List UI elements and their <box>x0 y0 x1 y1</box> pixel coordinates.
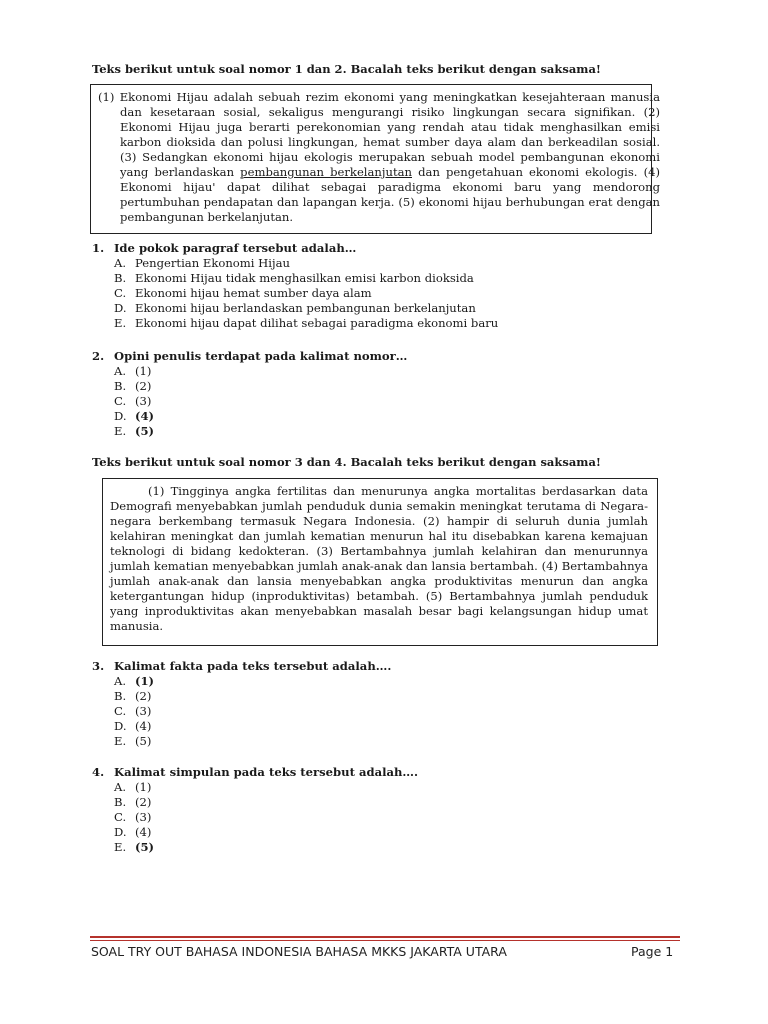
option-letter: D. <box>114 301 127 315</box>
option-text: (5) <box>135 424 155 438</box>
option-letter: E. <box>114 316 127 330</box>
option-letter: D. <box>114 825 127 839</box>
option-text: (4) <box>135 719 152 733</box>
question-3-option-c[interactable] <box>114 704 391 719</box>
question-1-text: Ide pokok paragraf tersebut adalah… <box>114 241 357 255</box>
option-letter: B. <box>114 379 127 393</box>
option-letter: C. <box>114 286 127 300</box>
option-text: (3) <box>135 810 152 824</box>
question-2-option-d[interactable] <box>114 409 407 424</box>
option-letter: D. <box>114 409 127 423</box>
question-4 <box>92 765 418 855</box>
option-letter: B. <box>114 795 127 809</box>
question-3-option-a[interactable] <box>114 674 391 689</box>
question-2-option-e[interactable] <box>114 424 407 439</box>
option-text: (4) <box>135 409 155 423</box>
question-3-number: 3. <box>92 659 105 673</box>
passage-2-text: (1) Tingginya angka fertilitas dan menurunya angka mortalitas berdasarkan data Demografi menyebabkan jumlah penduduk dunia semakin meningkat terutama di Negara-negara berkembang termasuk Negara Indonesia. (2) hampir di seluruh dunia jumlah kelahiran meningkat dan jumlah kematian menurun hal itu disebabkan karena kemajuan teknologi di bidang kedokteran. (3) Bertambahnya jumlah kelahiran dan menurunnya jumlah kematian menyebabkan jumlah anak-anak dan lansia bertambah. (4) Bertambahnya jumlah anak-anak dan lansia menyebabkan angka produktivitas menurun dan angka ketergantungan hidup (inproduktivitas) betambah. (5) Bertambahnya jumlah penduduk yang inproduktivitas akan menyebabkan masalah besar bagi kelangsungan hidup umat manusia. <box>110 484 648 633</box>
footer-rule-thick <box>90 936 680 938</box>
question-2 <box>92 349 407 439</box>
option-text: (1) <box>135 674 155 688</box>
option-text: Pengertian Ekonomi Hijau <box>135 256 290 270</box>
question-3-text: Kalimat fakta pada teks tersebut adalah…. <box>114 659 392 673</box>
question-1 <box>92 241 498 331</box>
option-text: (3) <box>135 394 152 408</box>
option-letter: E. <box>114 424 127 438</box>
option-letter: A. <box>114 364 127 378</box>
section-1-heading: Teks berikut untuk soal nomor 1 dan 2. Bacalah teks berikut dengan saksama! <box>92 62 601 76</box>
option-letter: A. <box>114 674 127 688</box>
option-letter: C. <box>114 394 127 408</box>
option-text: (5) <box>135 734 152 748</box>
question-3-option-b[interactable] <box>114 689 391 704</box>
question-4-option-b[interactable] <box>114 795 418 810</box>
option-letter: A. <box>114 256 127 270</box>
option-letter: E. <box>114 840 127 854</box>
option-text: Ekonomi Hijau tidak menghasilkan emisi karbon dioksida <box>135 271 474 285</box>
question-2-option-c[interactable] <box>114 394 407 409</box>
passage-1-text <box>98 90 660 225</box>
footer-page-number: Page 1 <box>631 944 674 959</box>
option-text: (5) <box>135 840 155 854</box>
question-2-text: Opini penulis terdapat pada kalimat nomor… <box>114 349 408 363</box>
option-letter: A. <box>114 780 127 794</box>
question-3-option-d[interactable] <box>114 719 391 734</box>
question-3-option-e[interactable] <box>114 734 391 749</box>
question-1-number: 1. <box>92 241 105 255</box>
question-2-number: 2. <box>92 349 105 363</box>
option-letter: B. <box>114 271 127 285</box>
option-letter: C. <box>114 704 127 718</box>
question-2-option-a[interactable] <box>114 364 407 379</box>
question-1-option-e[interactable] <box>114 316 498 331</box>
option-text: (1) <box>135 780 152 794</box>
option-text: Ekonomi hijau berlandaskan pembangunan berkelanjutan <box>135 301 476 315</box>
question-3 <box>92 659 391 749</box>
section-2-heading: Teks berikut untuk soal nomor 3 dan 4. Bacalah teks berikut dengan saksama! <box>92 455 601 469</box>
option-letter: B. <box>114 689 127 703</box>
question-4-option-d[interactable] <box>114 825 418 840</box>
option-text: Ekonomi hijau hemat sumber daya alam <box>135 286 372 300</box>
question-1-option-b[interactable] <box>114 271 498 286</box>
option-text: (3) <box>135 704 152 718</box>
option-text: (2) <box>135 379 152 393</box>
question-4-number: 4. <box>92 765 105 779</box>
option-letter: D. <box>114 719 127 733</box>
question-4-option-c[interactable] <box>114 810 418 825</box>
option-text: (2) <box>135 795 152 809</box>
footer-rule-thin <box>90 940 680 941</box>
question-4-text: Kalimat simpulan pada teks tersebut adalah…. <box>114 765 419 779</box>
option-letter: E. <box>114 734 127 748</box>
question-1-option-a[interactable] <box>114 256 498 271</box>
footer-title: SOAL TRY OUT BAHASA INDONESIA BAHASA MKKS JAKARTA UTARA <box>91 944 507 959</box>
question-4-option-e[interactable] <box>114 840 418 855</box>
option-text: (1) <box>135 364 152 378</box>
option-letter: C. <box>114 810 127 824</box>
question-2-option-b[interactable] <box>114 379 407 394</box>
question-1-option-c[interactable] <box>114 286 498 301</box>
option-text: Ekonomi hijau dapat dilihat sebagai paradigma ekonomi baru <box>135 316 499 330</box>
passage-1-part-b: dan pengetahuan ekonomi ekologis. (4) Ekonomi hijau' dapat dilihat sebagai paradigma ekonomi baru yang mendorong pertumbuhan pendapatan dan lapangan kerja. (5) ekonomi hijau berhubungan erat dengan pembangunan berkelanjutan. <box>120 165 660 224</box>
option-text: (4) <box>135 825 152 839</box>
option-text: (2) <box>135 689 152 703</box>
passage-1-part-a: (1) Ekonomi Hijau adalah sebuah rezim ekonomi yang meningkatkan kesejahteraan manusia dan kesetaraan sosial, sekaligus mengurangi risiko lingkungan secara signifikan. (2) Ekonomi Hijau juga berarti perekonomian yang rendah atau tidak menghasilkan emisi karbon dioksida dan polusi lingkungan, hemat sumber daya alam dan berkeadilan sosial. (3) Sedangkan ekonomi hijau ekologis merupakan sebuah model pembangunan ekonomi yang berlandaskan <box>98 90 660 179</box>
question-4-option-a[interactable] <box>114 780 418 795</box>
question-1-option-d[interactable] <box>114 301 498 316</box>
passage-1-underlined: pembangunan berkelanjutan <box>240 165 412 179</box>
